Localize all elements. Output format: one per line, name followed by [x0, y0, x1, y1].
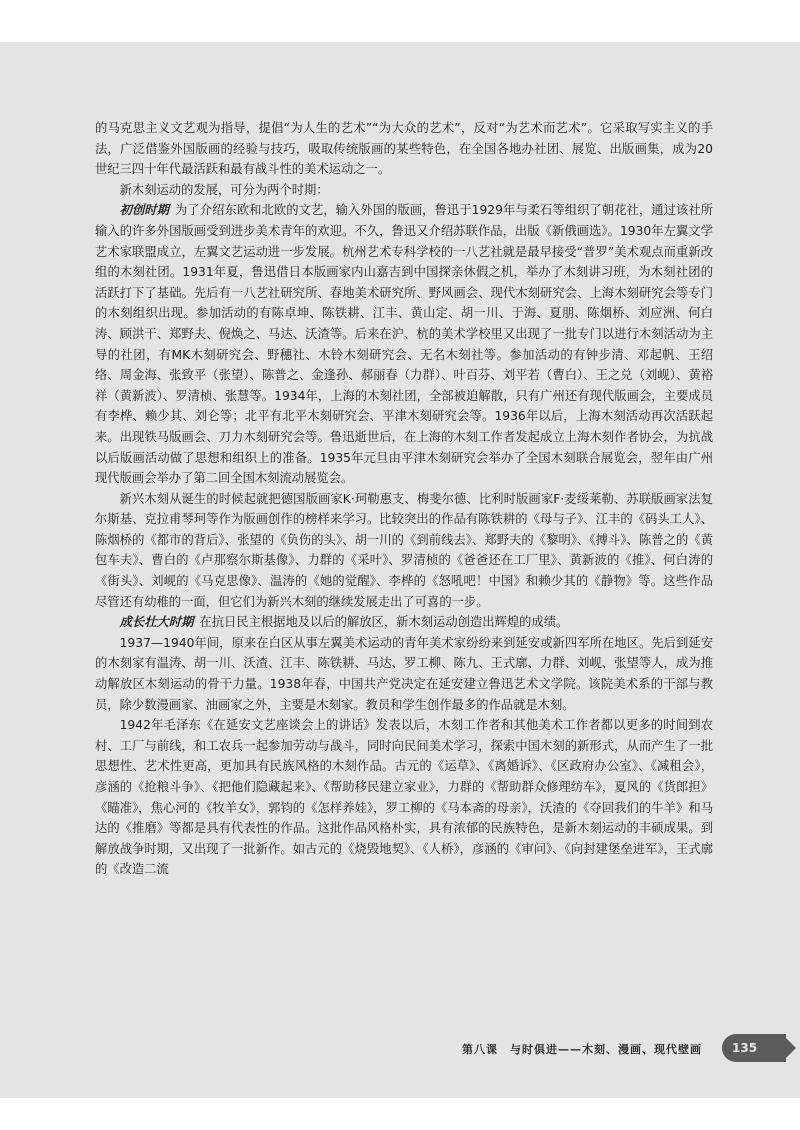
paragraph-text: 新木刻运动的发展，可分为两个时期：: [119, 182, 329, 197]
body-text: [95, 118, 713, 880]
paragraph-1: [95, 118, 713, 180]
paragraph-text: 为了介绍东欧和北欧的文艺，输入外国的版画，鲁迅于1929年与柔石等组织了朝花社，通过该社所输入的许多外国版画受到进步美术青年的欢迎。不久，鲁迅又介绍苏联作品，出版《新俄画选》。1930年左翼文学艺术家联盟成立，左翼文艺运动进一步发展。杭州艺术专科学校的一八艺社就是最早接受“普罗”美术观点而重新改组的木刻社团。1931年夏，鲁迅借日本版画家内山嘉吉到中国探亲休假之机，举办了木刻讲习班，为木刻社团的活跃打下了基础。先后有一八艺社研究所、春地美术研究所、野风画会、现代木刻研究会、上海木刻研究会等专门的木刻组织出现。参加活动的有陈卓坤、陈铁耕、江丰、黄山定、胡一川、于海、夏朋、陈烟桥、刘应洲、何白涛、顾洪干、郑野夫、倪焕之、马达、沃渣等。后来在沪、杭的美术学校里又出现了一批专门以进行木刻活动为主导的社团，有MK木刻研究会、野穗社、木铃木刻研究会、无名木刻社等。参加活动的有钟步清、邓起帆、王绍络、周金海、张致平（张望）、陈普之、金逢孙、郝丽春（力群）、叶百芬、刘平若（曹白）、王之兑（刘岘）、黄裕祥（黄新波）、罗清桢、张慧等。1934年，上海的木刻社团，全部被迫解散，只有广州还有现代版画会，主要成员有李桦、赖少其、刘仑等；北平有北平木刻研究会、平津木刻研究会等。1936年以后，上海木刻活动再次活跃起来。出现铁马版画会、刀力木刻研究会等。鲁迅逝世后，在上海的木刻工作者发起成立上海木刻作者协会，为抗战以后版画活动做了思想和组织上的准备。1935年元旦由平津木刻研究会举办了全国木刻联合展览会，翌年由广州现代版画会举办了第二回全国木刻流动展览会。: [95, 203, 713, 486]
page-footer: [0, 1034, 800, 1074]
paragraph-4: [95, 489, 713, 613]
paragraph-2: [95, 180, 713, 201]
period-label-early: 初创时期: [119, 202, 170, 218]
period-label-growth: 成长壮大时期: [119, 614, 194, 630]
chapter-running-title: 第八课 与时俱进——木刻、漫画、现代壁画: [462, 1043, 702, 1056]
book-page: [0, 42, 800, 1098]
paragraph-text: 在抗日民主根据地及以后的解放区，新木刻运动创造出辉煌的成绩。: [199, 615, 569, 630]
paragraph-text: 的马克思主义文艺观为指导，提倡“为人生的艺术”“为大众的艺术”，反对“为艺术而艺术”。它采取写实主义的手法，广泛借鉴外国版画的经验与技巧，吸取传统版画的某些特色，在全国各地办社团、展览、出版画集，成为20世纪三四十年代最活跃和最有战斗性的美术运动之一。: [95, 121, 713, 177]
paragraph-5: [95, 612, 713, 633]
page-number: 135: [732, 1041, 758, 1055]
paragraph-7: [95, 715, 713, 880]
paragraph-text: 1937—1940年间，原来在白区从事左翼美术运动的青年美术家纷纷来到延安或新四军所在地区。先后到延安的木刻家有温涛、胡一川、沃渣、江丰、陈铁耕、马达、罗工柳、陈九、王式廓、力群、刘岘、张望等人，成为推动解放区木刻运动的骨干力量。1938年春，中国共产党决定在延安建立鲁迅艺术文学院。该院美术系的干部与教员，除少数漫画家、油画家之外，主要是木刻家。教员和学生创作最多的作品就是木刻。: [95, 635, 713, 712]
paragraph-6: [95, 633, 713, 715]
paragraph-text: 新兴木刻从诞生的时候起就把德国版画家K·珂勒惠支、梅斐尔德、比利时版画家F·麦绥莱勒、苏联版画家法复尔斯基、克拉甫琴珂等作为版画创作的榜样来学习。比较突出的作品有陈铁耕的《母与子》、江丰的《码头工人》、陈烟桥的《都市的背后》、张望的《负伤的头》、胡一川的《到前线去》、郑野夫的《黎明》、《搏斗》、陈普之的《黄包车夫》、曹白的《卢那察尔斯基像》、力群的《采叶》、罗清桢的《爸爸还在工厂里》、黄新波的《推》、何白涛的《街头》、刘岘的《马克思像》、温涛的《她的觉醒》、李桦的《怒吼吧！中国》和赖少其的《静物》等。这些作品尽管还有幼稚的一面，但它们为新兴木刻的继续发展走出了可喜的一步。: [95, 491, 713, 609]
page-number-badge: [722, 1034, 786, 1062]
paragraph-text: 1942年毛泽东《在延安文艺座谈会上的讲话》发表以后，木刻工作者和其他美术工作者都以更多的时间到农村、工厂与前线，和工农兵一起参加劳动与战斗，同时向民间美术学习，探索中国木刻的新形式，从而产生了一批思想性、艺术性更高，更加具有民族风格的木刻作品。古元的《运草》、《离婚诉》、《区政府办公室》、《减租会》，彦涵的《抢粮斗争》、《把他们隐藏起来》、《帮助移民建立家业》，力群的《帮助群众修理纺车》，夏风的《货郎担》《瞄准》，焦心河的《牧羊女》，郭钧的《怎样养娃》，罗工柳的《马本斋的母亲》，沃渣的《夺回我们的牛羊》和马达的《推磨》等都是具有代表性的作品。这批作品风格朴实，具有浓郁的民族特色，是新木刻运动的丰硕成果。到解放战争时期，又出现了一批新作。如古元的《烧毁地契》、《人桥》，彦涵的《审问》、《向封建堡垒进军》，王式廓的《改造二流: [95, 718, 713, 877]
paragraph-3: [95, 200, 713, 488]
page-badge-arrow-icon: [786, 1038, 796, 1058]
